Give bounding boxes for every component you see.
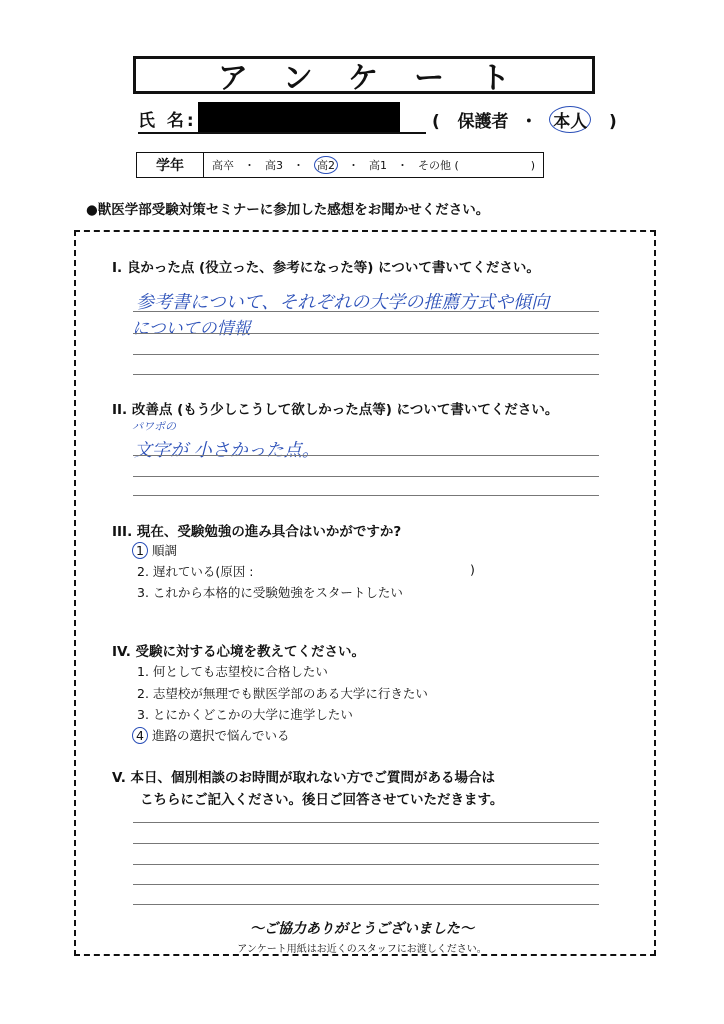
q2-answer-line1: 文字が 小さかった点。 — [134, 440, 320, 461]
q1-answer-line1: 参考書について、それぞれの大学の推薦方式や傾向 — [136, 292, 550, 313]
q3-option-3: 3. これから本格的に受験勉強をスタートしたい — [137, 585, 403, 600]
footer-note: アンケート用紙はお近くのスタッフにお渡しください。 — [237, 944, 487, 955]
grade-separator: ・ — [293, 159, 304, 172]
q4-option-4-circled: 4 — [132, 727, 148, 744]
q4-option-1: 1. 何としても志望校に合格したい — [137, 664, 328, 679]
answer-rule — [133, 354, 599, 355]
answer-rule — [133, 884, 599, 885]
answer-rule — [133, 864, 599, 865]
grade-option: 高卒 — [212, 159, 234, 172]
grade-option-close: ) — [530, 158, 536, 172]
grade-options — [204, 153, 535, 177]
grade-separator: ・ — [397, 159, 408, 172]
self-option-circled: 本人 — [549, 106, 591, 133]
q4-option-3: 3. とにかくどこかの大学に進学したい — [137, 707, 353, 722]
grade-box — [136, 152, 544, 178]
q5-title-line2: こちらにご記入ください。後日ご回答させていただきます。 — [140, 792, 504, 808]
q4-option-2: 2. 志望校が無理でも獣医学部のある大学に行きたい — [137, 686, 428, 701]
paren-close: ) — [609, 112, 617, 132]
answer-rule — [133, 495, 599, 496]
answer-rule — [133, 822, 599, 823]
answer-rule — [133, 311, 599, 312]
q3-option-2: 2. 遅れている(原因 : — [137, 564, 254, 579]
answer-rule — [133, 374, 599, 375]
guardian-option: 保護者 — [457, 112, 509, 132]
grade-option: 高3 — [265, 159, 283, 172]
footer-thanks: 〜ご協力ありがとうございました〜 — [250, 921, 474, 937]
q3-option-1 — [132, 541, 177, 559]
q2-answer-note: パワポの — [132, 420, 176, 433]
q1-title: I. 良かった点 (役立った、参考になった等) について書いてください。 — [112, 260, 540, 276]
grade-separator: ・ — [244, 159, 255, 172]
q1-answer-line2: についての情報 — [132, 319, 251, 339]
option-dot: ・ — [520, 112, 538, 132]
title-box — [133, 56, 595, 94]
grade-option: 高1 — [369, 159, 387, 172]
q3-option-2-close: ) — [470, 562, 475, 577]
respondent-type — [432, 106, 617, 133]
q3-title: III. 現在、受験勉強の進み具合はいかがですか? — [112, 524, 402, 540]
name-underline — [138, 132, 426, 134]
answer-rule — [133, 333, 599, 334]
name-redaction — [198, 102, 400, 132]
answer-rule — [133, 455, 599, 456]
answer-rule — [133, 476, 599, 477]
grade-separator: ・ — [348, 159, 359, 172]
intro-text: ●獣医学部受験対策セミナーに参加した感想をお聞かせください。 — [86, 202, 490, 218]
paren-open: ( — [432, 112, 440, 132]
q2-title: II. 改善点 (もう少しこうして欲しかった点等) について書いてください。 — [112, 402, 559, 418]
q4-option-4 — [132, 726, 289, 744]
form-title: アンケート — [217, 61, 547, 96]
answer-rule — [133, 843, 599, 844]
name-label: 氏 名: — [138, 111, 197, 131]
q4-title: IV. 受験に対する心境を教えてください。 — [112, 644, 366, 660]
grade-option: その他 ( — [418, 159, 459, 172]
grade-label: 学年 — [137, 153, 204, 177]
q3-option-1-circled: 1 — [132, 542, 148, 559]
answer-rule — [133, 904, 599, 905]
q5-title-line1: V. 本日、個別相談のお時間が取れない方でご質問がある場合は — [112, 770, 496, 786]
q4-option-4-text: 進路の選択で悩んでいる — [151, 728, 290, 743]
grade-option-selected: 高2 — [314, 156, 338, 174]
q3-option-1-text: 順調 — [151, 543, 177, 558]
